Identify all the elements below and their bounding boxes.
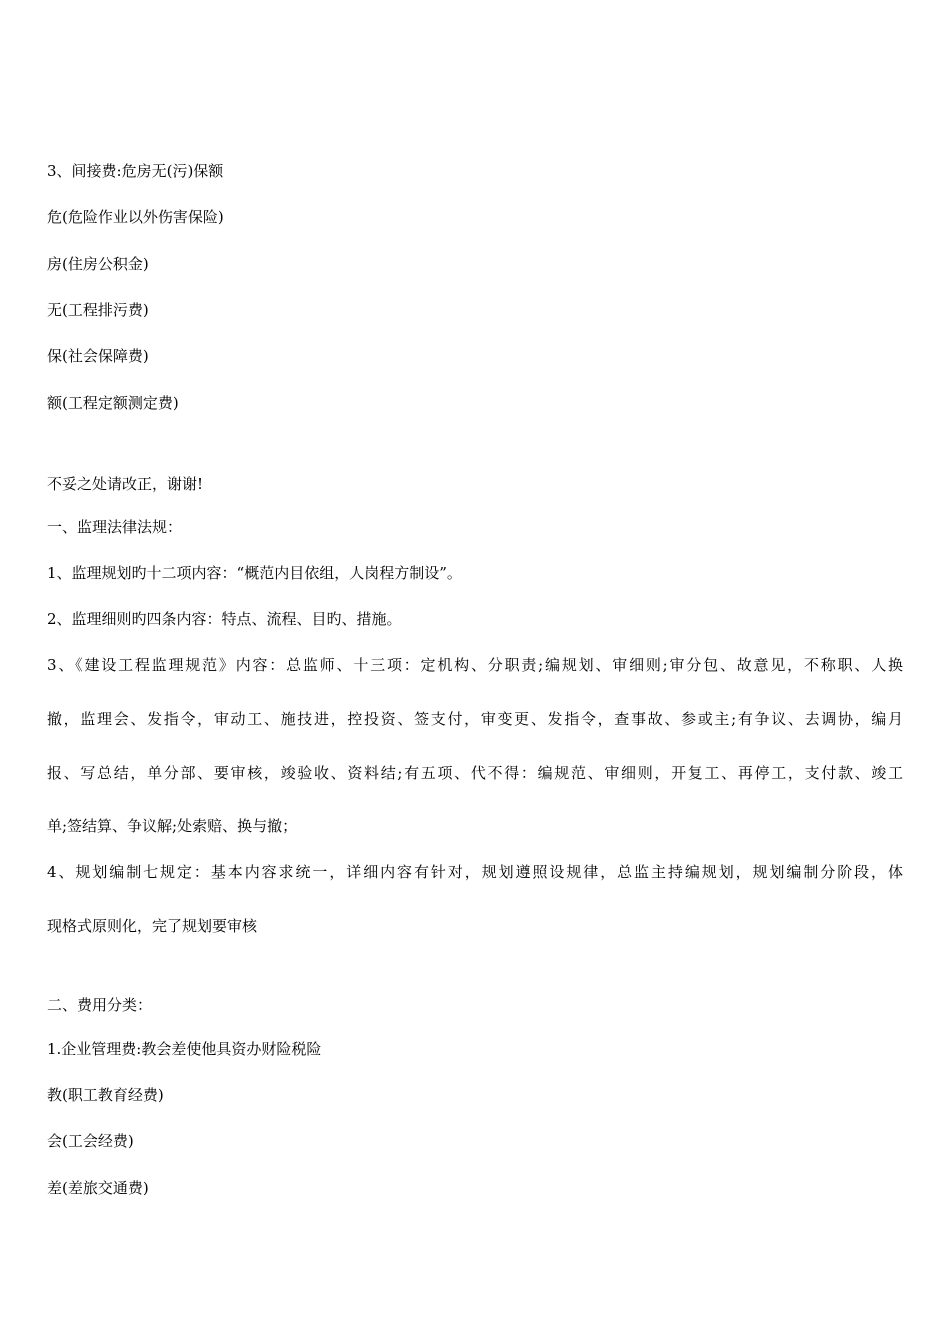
management-fee-item: 教(职工教育经费) xyxy=(47,1086,164,1104)
correction-note: 不妥之处请改正，谢谢! xyxy=(47,475,204,493)
supervision-item-1: 1、监理规划旳十二项内容：“概范内目依组，人岗程方制设”。 xyxy=(47,564,462,582)
supervision-item-2: 2、监理细则旳四条内容：特点、流程、目旳、措施。 xyxy=(47,610,402,628)
cost-classification-heading: 二、费用分类： xyxy=(47,996,153,1014)
supervision-item-3-line: 单;签结算、争议解;处索赔、换与撤； xyxy=(47,817,298,835)
management-fee-item: 差(差旅交通费) xyxy=(47,1179,149,1197)
supervision-item-3-line: 3、《建设工程监理规范》内容：总监师、十三项：定机构、分职责;编规划、审细则;审分包、故意见，不称职、人换 xyxy=(47,656,903,674)
cost-classification-item-1: 1.企业管理费:教会差使他具资办财险税险 xyxy=(47,1040,322,1058)
indirect-fee-item: 无(工程排污费) xyxy=(47,301,149,319)
indirect-fee-item: 额(工程定额测定费) xyxy=(47,394,179,412)
indirect-fee-item: 房(住房公积金) xyxy=(47,255,149,273)
indirect-fees-heading: 3、间接费:危房无(污)保额 xyxy=(47,162,224,180)
indirect-fee-item: 危(危险作业以外伤害保险) xyxy=(47,208,224,226)
indirect-fee-item: 保(社会保障费) xyxy=(47,347,149,365)
supervision-item-3-line: 报、写总结，单分部、要审核，竣验收、资料结;有五项、代不得：编规范、审细则，开复工、再停工，支付款、竣工 xyxy=(47,764,903,782)
management-fee-item: 会(工会经费) xyxy=(47,1132,134,1150)
supervision-item-4-line: 4、规划编制七规定：基本内容求统一，详细内容有针对，规划遵照设规律，总监主持编规划，规划编制分阶段，体 xyxy=(47,863,903,881)
supervision-heading: 一、监理法律法规： xyxy=(47,518,183,536)
supervision-item-3-line: 撤，监理会、发指令，审动工、施技进，控投资、签支付，审变更、发指令，查事故、参或主;有争议、去调协，编月 xyxy=(47,710,903,728)
supervision-item-4-line: 现格式原则化，完了规划要审核 xyxy=(47,917,258,935)
